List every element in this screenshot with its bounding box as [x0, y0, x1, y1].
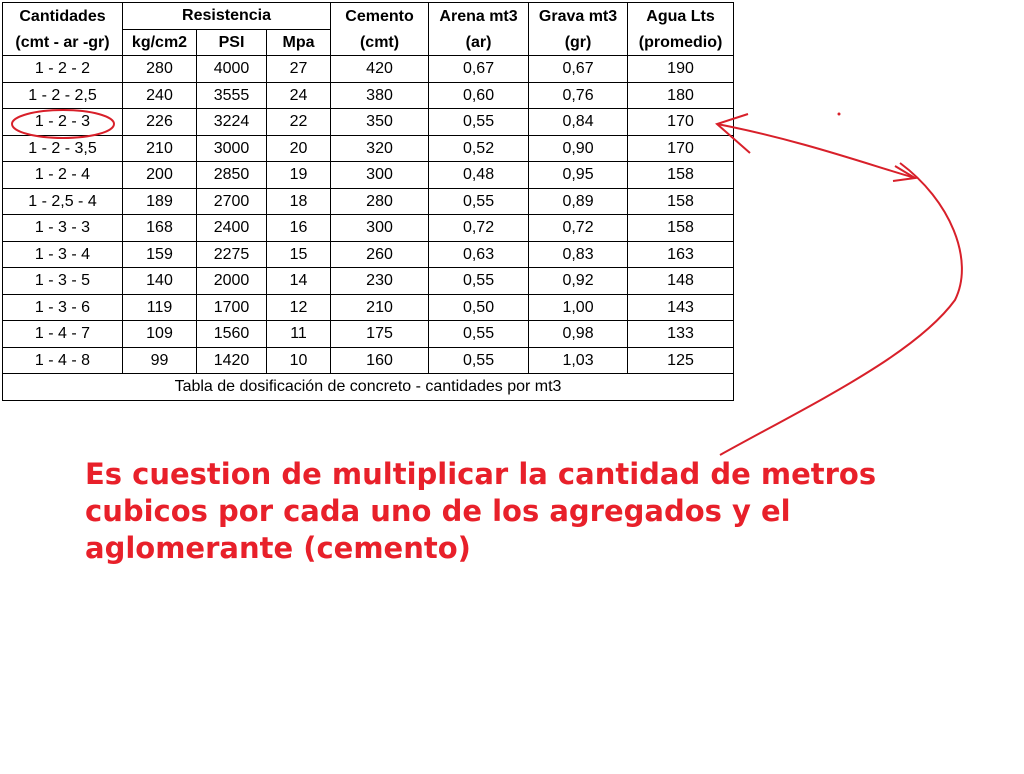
cell-psi: 3000 [197, 135, 267, 162]
table-row [3, 162, 734, 189]
cell-kg: 159 [123, 241, 197, 268]
cell-kg: 200 [123, 162, 197, 189]
cell-kg: 210 [123, 135, 197, 162]
table-row [3, 321, 734, 348]
cell-cmt: 320 [331, 135, 429, 162]
cell-ar: 0,67 [429, 56, 529, 83]
cell-cmt: 300 [331, 162, 429, 189]
cell-ar: 0,48 [429, 162, 529, 189]
cell-mpa: 12 [267, 294, 331, 321]
dosification-table [2, 2, 734, 401]
cell-ar: 0,50 [429, 294, 529, 321]
cell-psi: 2850 [197, 162, 267, 189]
cell-agua: 170 [628, 109, 734, 136]
table-caption: Tabla de dosificación de concreto - cantidades por mt3 [3, 374, 734, 401]
cell-cmt: 175 [331, 321, 429, 348]
subheader-agua: (promedio) [628, 29, 734, 56]
cell-agua: 180 [628, 82, 734, 109]
cell-ar: 0,55 [429, 109, 529, 136]
cell-cmt: 380 [331, 82, 429, 109]
cell-mix: 1 - 3 - 6 [3, 294, 123, 321]
cell-gr: 1,00 [529, 294, 628, 321]
cell-cmt: 300 [331, 215, 429, 242]
cell-kg: 99 [123, 347, 197, 374]
cell-gr: 0,76 [529, 82, 628, 109]
cell-psi: 1700 [197, 294, 267, 321]
subheader-grava: (gr) [529, 29, 628, 56]
cell-psi: 4000 [197, 56, 267, 83]
header-cantidades: Cantidades [3, 3, 123, 30]
header-agua: Agua Lts [628, 3, 734, 30]
cell-mix: 1 - 2 - 4 [3, 162, 123, 189]
cell-agua: 170 [628, 135, 734, 162]
subheader-psi: PSI [197, 29, 267, 56]
cell-agua: 148 [628, 268, 734, 295]
cell-kg: 240 [123, 82, 197, 109]
caption-row [3, 374, 734, 401]
cell-agua: 158 [628, 188, 734, 215]
cell-mix: 1 - 2 - 2,5 [3, 82, 123, 109]
cell-ar: 0,60 [429, 82, 529, 109]
table-row [3, 347, 734, 374]
table-body [3, 56, 734, 374]
cell-mpa: 24 [267, 82, 331, 109]
table-row [3, 109, 734, 136]
cell-mix: 1 - 4 - 7 [3, 321, 123, 348]
table-row [3, 268, 734, 295]
cell-mpa: 10 [267, 347, 331, 374]
cell-cmt: 420 [331, 56, 429, 83]
cell-mpa: 16 [267, 215, 331, 242]
pointer-arrow-curve [717, 124, 915, 178]
cell-mpa: 11 [267, 321, 331, 348]
table-row [3, 241, 734, 268]
pointer-arrow-loop [720, 163, 962, 455]
cell-kg: 168 [123, 215, 197, 242]
cell-kg: 189 [123, 188, 197, 215]
subheader-cantidades: (cmt - ar -gr) [3, 29, 123, 56]
table-row [3, 215, 734, 242]
cell-mix: 1 - 2 - 3 [3, 109, 123, 136]
cell-agua: 143 [628, 294, 734, 321]
cell-agua: 133 [628, 321, 734, 348]
cell-mpa: 20 [267, 135, 331, 162]
cell-gr: 0,90 [529, 135, 628, 162]
table-row [3, 135, 734, 162]
cell-mpa: 22 [267, 109, 331, 136]
annotation-note: Es cuestion de multiplicar la cantidad de metros cubicos por cada uno de los agregados y el aglomerante (cemento) [85, 457, 877, 565]
cell-gr: 0,67 [529, 56, 628, 83]
cell-mix: 1 - 2 - 2 [3, 56, 123, 83]
cell-psi: 2275 [197, 241, 267, 268]
header-resistencia: Resistencia [123, 3, 331, 30]
cell-gr: 0,89 [529, 188, 628, 215]
cell-cmt: 160 [331, 347, 429, 374]
header-grava: Grava mt3 [529, 3, 628, 30]
cell-ar: 0,55 [429, 188, 529, 215]
cell-gr: 1,03 [529, 347, 628, 374]
cell-psi: 2400 [197, 215, 267, 242]
cell-cmt: 280 [331, 188, 429, 215]
table-row [3, 82, 734, 109]
cell-psi: 2700 [197, 188, 267, 215]
cell-ar: 0,55 [429, 347, 529, 374]
table-row [3, 56, 734, 83]
cell-gr: 0,98 [529, 321, 628, 348]
cell-kg: 280 [123, 56, 197, 83]
cell-mix: 1 - 3 - 3 [3, 215, 123, 242]
cell-mpa: 14 [267, 268, 331, 295]
cell-cmt: 260 [331, 241, 429, 268]
cell-kg: 140 [123, 268, 197, 295]
cell-mpa: 19 [267, 162, 331, 189]
cell-ar: 0,55 [429, 268, 529, 295]
cell-gr: 0,72 [529, 215, 628, 242]
cell-mpa: 27 [267, 56, 331, 83]
subheader-arena: (ar) [429, 29, 529, 56]
cell-agua: 158 [628, 215, 734, 242]
header-row-sub [3, 29, 734, 56]
cell-mix: 1 - 3 - 5 [3, 268, 123, 295]
stray-dot [838, 113, 841, 116]
cell-mpa: 18 [267, 188, 331, 215]
cell-mix: 1 - 2 - 3,5 [3, 135, 123, 162]
cell-gr: 0,84 [529, 109, 628, 136]
cell-psi: 1420 [197, 347, 267, 374]
cell-agua: 190 [628, 56, 734, 83]
cell-gr: 0,83 [529, 241, 628, 268]
cell-psi: 3224 [197, 109, 267, 136]
cell-kg: 119 [123, 294, 197, 321]
cell-psi: 1560 [197, 321, 267, 348]
cell-mix: 1 - 2,5 - 4 [3, 188, 123, 215]
header-arena: Arena mt3 [429, 3, 529, 30]
cell-gr: 0,95 [529, 162, 628, 189]
cell-agua: 158 [628, 162, 734, 189]
cell-psi: 2000 [197, 268, 267, 295]
cell-kg: 109 [123, 321, 197, 348]
cell-cmt: 350 [331, 109, 429, 136]
subheader-mpa: Mpa [267, 29, 331, 56]
cell-cmt: 230 [331, 268, 429, 295]
cell-psi: 3555 [197, 82, 267, 109]
subheader-cemento: (cmt) [331, 29, 429, 56]
cell-mpa: 15 [267, 241, 331, 268]
arrowhead-right [893, 166, 915, 181]
header-cemento: Cemento [331, 3, 429, 30]
header-row-top [3, 3, 734, 30]
cell-cmt: 210 [331, 294, 429, 321]
cell-mix: 1 - 3 - 4 [3, 241, 123, 268]
cell-mix: 1 - 4 - 8 [3, 347, 123, 374]
cell-agua: 163 [628, 241, 734, 268]
table-row [3, 188, 734, 215]
cell-gr: 0,92 [529, 268, 628, 295]
cell-ar: 0,63 [429, 241, 529, 268]
cell-ar: 0,52 [429, 135, 529, 162]
cell-ar: 0,72 [429, 215, 529, 242]
table-row [3, 294, 734, 321]
cell-agua: 125 [628, 347, 734, 374]
subheader-kg: kg/cm2 [123, 29, 197, 56]
cell-kg: 226 [123, 109, 197, 136]
cell-ar: 0,55 [429, 321, 529, 348]
